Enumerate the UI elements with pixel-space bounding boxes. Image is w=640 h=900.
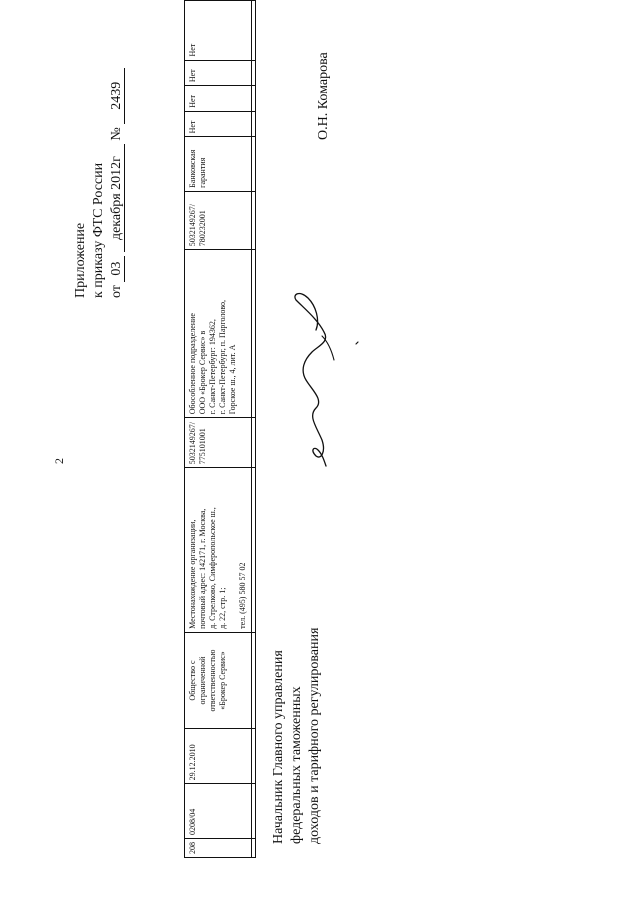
cell-subdivision: Обособленное подразделение ООО «Брокер Сервис» в г. Санкт-Петербург: 194362, г. Санкт-Петербург, п. Парголово, Горское ш., 4, лит. А [185,250,252,418]
cell-security: Банковская гарантия [185,137,252,191]
appendix-order-ref: к приказу ФТС России [91,162,106,298]
signatory-title-line-2: федеральных таможенных [289,686,304,844]
appendix-number-sign: № [109,127,124,141]
appendix-month-year: декабря 2012г [109,144,125,252]
cell-flag-4: Нет [185,1,252,61]
appendix-title: Приложение [73,222,88,298]
cell-flag-3: Нет [185,60,252,86]
signatory-title [270,628,324,844]
handwritten-signature-icon [286,280,372,470]
appendix-from: от [109,285,124,298]
cell-inn-kpp-2: 5032149267/ 780232001 [185,191,252,249]
signatory-title-line-3: доходов и тарифного регулирования [307,627,322,844]
signatory-title-line-1: Начальник Главного управления [271,650,286,844]
cell-org-name: Общество с ограниченной ответственностью «Брокер Сервис» [185,632,252,728]
signer-name: О.Н. Комарова [316,52,331,140]
cell-flag-1: Нет [185,111,252,137]
cell-flag-2: Нет [185,86,252,112]
cell-inn-kpp-1: 5032149267/ 775101001 [185,418,252,468]
cell-reg-number: 0208/04 [185,784,252,839]
cell-date: 29.12.2010 [185,729,252,784]
cell-index: 208 [185,839,252,858]
table-row [185,1,252,858]
appendix-date-line [108,68,126,298]
appendix-header [72,68,126,298]
appendix-number: 2439 [109,68,125,124]
registry-table [184,0,256,858]
appendix-day: 03 [109,256,125,282]
page-number: 2 [52,458,66,464]
table-row-empty [252,1,256,858]
cell-location: Местонахождение организации, почтовый адрес: 142171, г. Москва, д. Стрелково, Симферопольское ш., д. 22, стр. 1; тел. (495) 580 57 02 [185,468,252,633]
